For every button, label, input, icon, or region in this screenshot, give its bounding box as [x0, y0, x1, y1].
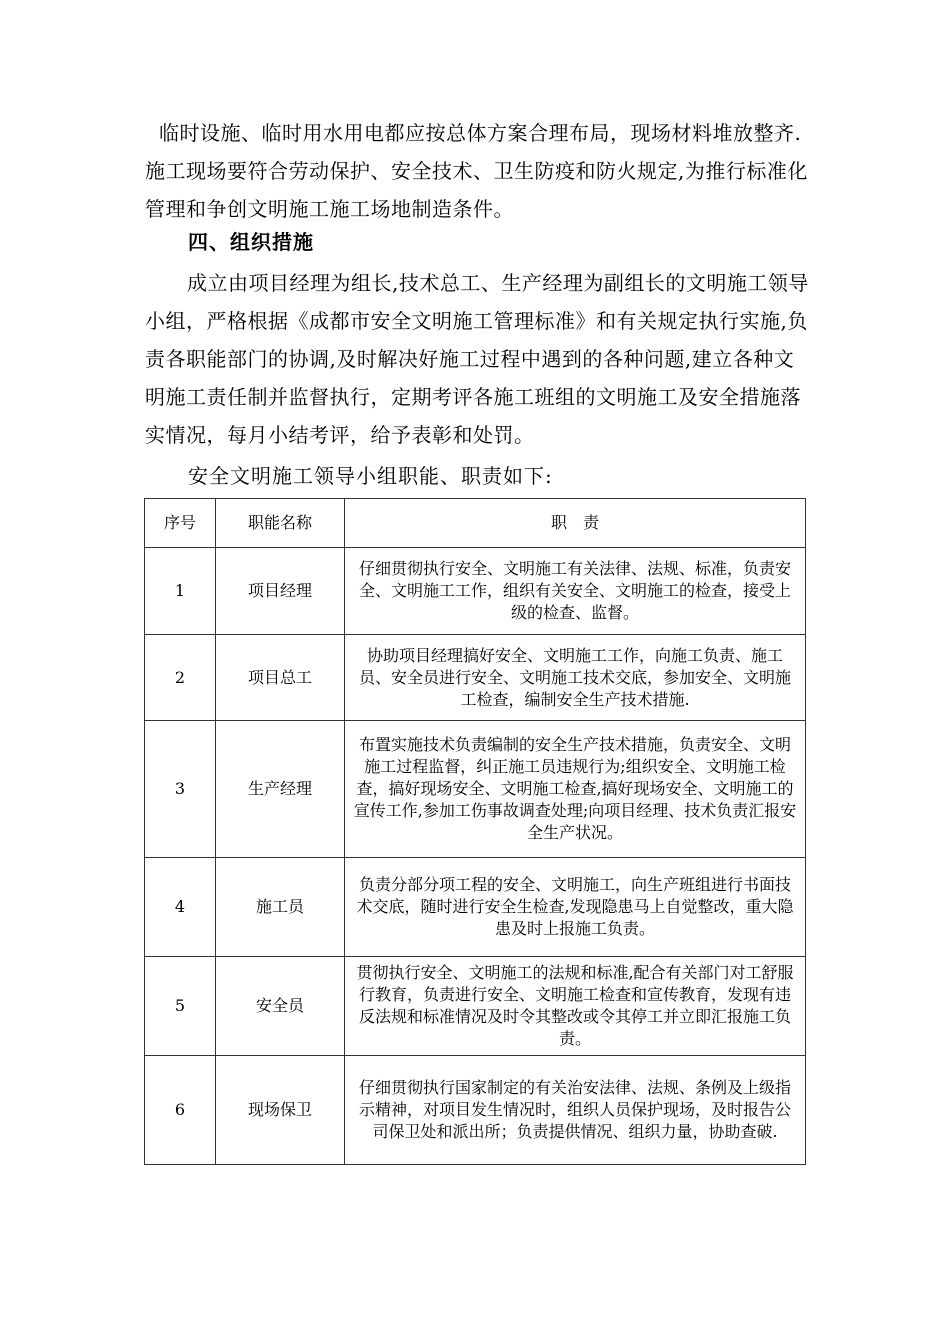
paragraph-site-layout: 临时设施、临时用水用电都应按总体方案合理布局，现场材料堆放整齐.施工现场要符合劳动保护、安全技术、卫生防疫和防火规定,为推行标准化管理和争创文明施工施工场地制造条件。: [145, 121, 808, 221]
row-role: 项目经理: [216, 548, 345, 635]
row-duty: 协助项目经理搞好安全、文明施工工作，向施工负责、施工员、安全员进行安全、文明施工技术交底，参加安全、文明施工检查，编制安全生产技术措施.: [345, 635, 806, 721]
row-duty: 仔细贯彻执行安全、文明施工有关法律、法规、标准，负责安全、文明施工工作，组织有关安全、文明施工的检查，接受上级的检查、监督。: [345, 548, 806, 635]
header-no: 序号: [145, 499, 216, 548]
row-no: 2: [145, 635, 216, 721]
table-row: [145, 858, 806, 957]
table-row: [145, 721, 806, 858]
row-role: 安全员: [216, 957, 345, 1056]
row-no: 6: [145, 1056, 216, 1165]
paragraph-organization: 成立由项目经理为组长,技术总工、生产经理为副组长的文明施工领导小组，严格根据《成都市安全文明施工管理标准》和有关规定执行实施,负责各职能部门的协调,及时解决好施工过程中遇到的各种问题,建立各种文明施工责任制并监督执行，定期考评各施工班组的文明施工及安全措施落实情况，每月小结考评，给予表彰和处罚。: [145, 271, 809, 447]
row-no: 4: [145, 858, 216, 957]
table-header-row: [145, 499, 806, 548]
row-role: 生产经理: [216, 721, 345, 858]
row-no: 5: [145, 957, 216, 1056]
row-duty: 仔细贯彻执行国家制定的有关治安法律、法规、条例及上级指示精神，对项目发生情况时，组织人员保护现场，及时报告公司保卫处和派出所；负责提供情况、组织力量，协助查破.: [345, 1056, 806, 1165]
row-role: 现场保卫: [216, 1056, 345, 1165]
row-role: 项目总工: [216, 635, 345, 721]
row-duty: 贯彻执行安全、文明施工的法规和标准,配合有关部门对工舒服行教育，负责进行安全、文明施工检查和宣传教育，发现有违反法规和标准情况及时令其整改或令其停工并立即汇报施工负责。: [345, 957, 806, 1056]
row-no: 1: [145, 548, 216, 635]
table-row: [145, 635, 806, 721]
row-role: 施工员: [216, 858, 345, 957]
duty-table: [144, 498, 806, 1165]
header-role: 职能名称: [216, 499, 345, 548]
row-duty: 布置实施技术负责编制的安全生产技术措施，负责安全、文明施工过程监督，纠正施工员违规行为;组织安全、文明施工检查，搞好现场安全、文明施工检查,搞好现场安全、文明施工的宣传工作,参加工伤事故调查处理;向项目经理、技术负责汇报安全生产状况。: [345, 721, 806, 858]
table-row: [145, 548, 806, 635]
header-duty: 职 责: [345, 499, 806, 548]
table-row: [145, 1056, 806, 1165]
row-duty: 负责分部分项工程的安全、文明施工，向生产班组进行书面技术交底，随时进行安全生检查,发现隐患马上自觉整改，重大隐患及时上报施工负责。: [345, 858, 806, 957]
table-intro: 安全文明施工领导小组职能、职责如下:: [188, 464, 553, 488]
table-row: [145, 957, 806, 1056]
row-no: 3: [145, 721, 216, 858]
section-heading: 四、组织措施: [188, 230, 314, 254]
